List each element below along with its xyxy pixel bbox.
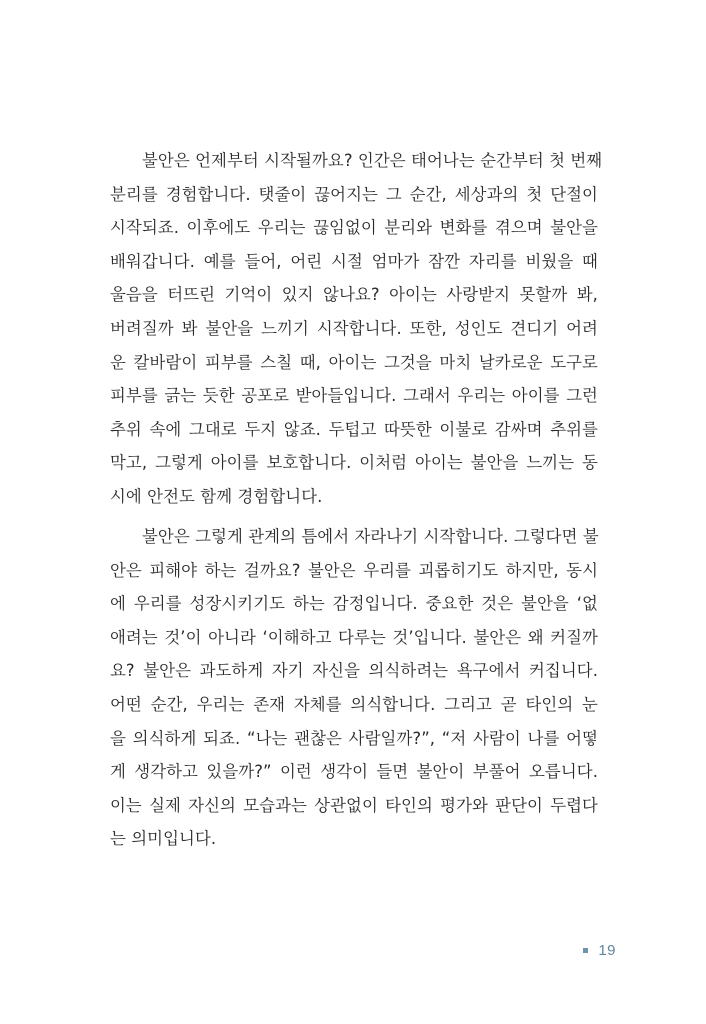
text-line: 막고, 그렇게 아이를 보호합니다. 이처럼 아이는 불안을 느끼는 동 xyxy=(110,453,598,473)
text-line: 애려는 것’이 아니라 ‘이해하고 다루는 것’입니다. 불안은 왜 커질까 xyxy=(110,627,598,647)
text-line: 불안은 언제부터 시작될까요? 인간은 태어나는 순간부터 첫 번째 xyxy=(142,151,603,170)
text-line: 불안은 그렇게 관계의 틈에서 자라나기 시작합니다. 그렇다면 불 xyxy=(142,527,599,546)
body-paragraph-1 xyxy=(110,144,603,514)
square-bullet-icon xyxy=(583,948,588,953)
text-line: 에 우리를 성장시키기도 하는 감정입니다. 중요한 것은 불안을 ‘없 xyxy=(110,594,598,614)
page-number: 19 xyxy=(598,942,616,959)
text-line: 안은 피해야 하는 걸까요? 불안은 우리를 괴롭히기도 하지만, 동시 xyxy=(110,560,598,580)
text-line: 추위 속에 그대로 두지 않죠. 두텁고 따뜻한 이불로 감싸며 추위를 xyxy=(110,419,598,439)
text-line: 울음을 터뜨린 기억이 있지 않나요? 아이는 사랑받지 못할까 봐, xyxy=(110,285,598,305)
text-line: 시작되죠. 이후에도 우리는 끊임없이 분리와 변화를 겪으며 불안을 xyxy=(110,218,598,238)
text-line: 분리를 경험합니다. 탯줄이 끊어지는 그 순간, 세상과의 첫 단절이 xyxy=(110,184,598,204)
text-line: 버려질까 봐 불안을 느끼기 시작합니다. 또한, 성인도 견디기 어려 xyxy=(110,318,598,338)
text-line: 을 의식하게 되죠. “나는 괜찮은 사람일까?”, “저 사람이 나를 어떻 xyxy=(110,728,598,748)
text-line: 피부를 긁는 듯한 공포로 받아들입니다. 그래서 우리는 아이를 그런 xyxy=(110,386,598,406)
text-line: 게 생각하고 있을까?” 이런 생각이 들면 불안이 부풀어 오릅니다. xyxy=(110,762,598,782)
text-line: 는 의미입니다. xyxy=(110,829,217,849)
text-line: 시에 안전도 함께 경험합니다. xyxy=(110,486,323,506)
text-line: 운 칼바람이 피부를 스칠 때, 아이는 그것을 마치 날카로운 도구로 xyxy=(110,352,598,372)
page-footer xyxy=(583,942,616,959)
text-line: 이는 실제 자신의 모습과는 상관없이 타인의 평가와 판단이 두렵다 xyxy=(110,795,598,815)
text-line: 요? 불안은 과도하게 자기 자신을 의식하려는 욕구에서 커집니다. xyxy=(110,661,598,681)
text-line: 어떤 순간, 우리는 존재 자체를 의식합니다. 그리고 곧 타인의 눈 xyxy=(110,694,598,714)
text-line: 배워갑니다. 예를 들어, 어린 시절 엄마가 잠깐 자리를 비웠을 때 xyxy=(110,251,598,271)
body-paragraph-2 xyxy=(110,520,598,856)
